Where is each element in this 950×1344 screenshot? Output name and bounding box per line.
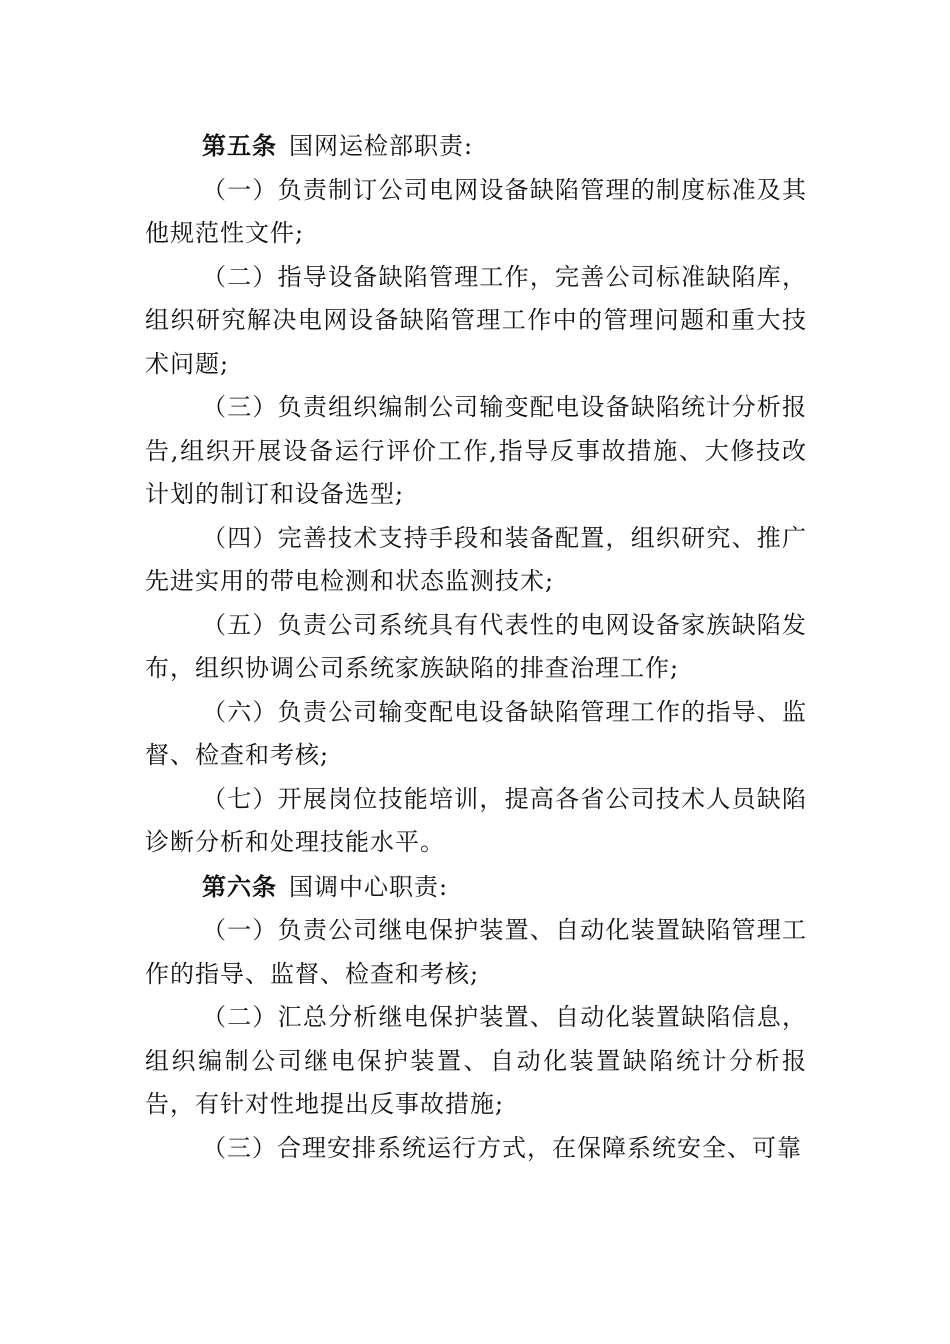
article-5-item-6: （六）负责公司输变配电设备缺陷管理工作的指导、监督、检查和考核; — [145, 697, 807, 769]
article-5-label: 第五条 — [202, 131, 277, 160]
article-5-item-4: （四）完善技术支持手段和装备配置，组织研究、推广先进实用的带电检测和状态监测技术; — [145, 523, 807, 595]
article-5-item-3: （三）负责组织编制公司输变配电设备缺陷统计分析报告,组织开展设备运行评价工作,指导反事故措施、大修技改计划的制订和设备选型; — [145, 393, 807, 508]
document-body — [145, 124, 807, 1170]
article-5-item-1: （一）负责制订公司电网设备缺陷管理的制度标准及其他规范性文件; — [145, 175, 807, 247]
article-6-item-3: （三）合理安排系统运行方式，在保障系统安全、可靠 — [202, 1133, 802, 1162]
article-6-item-2: （二）汇总分析继电保护装置、自动化装置缺陷信息，组织编制公司继电保护装置、自动化装置缺陷统计分析报告，有针对性地提出反事故措施; — [145, 1003, 807, 1118]
article-6-item-1: （一）负责公司继电保护装置、自动化装置缺陷管理工作的指导、监督、检查和考核; — [145, 916, 807, 988]
article-6-title: 国调中心职责: — [289, 872, 449, 901]
article-5-heading — [145, 124, 807, 169]
article-6-heading — [145, 865, 807, 910]
article-5-item-7: （七）开展岗位技能培训，提高各省公司技术人员缺陷诊断分析和处理技能水平。 — [145, 784, 807, 856]
article-5-item-2: （二）指导设备缺陷管理工作，完善公司标准缺陷库，组织研究解决电网设备缺陷管理工作中的管理问题和重大技术问题; — [145, 262, 807, 378]
article-5-title: 国网运检部职责: — [289, 132, 474, 160]
article-6-label: 第六条 — [202, 871, 277, 901]
article-5-item-5: （五）负责公司系统具有代表性的电网设备家族缺陷发布，组织协调公司系统家族缺陷的排查治理工作; — [145, 610, 807, 682]
